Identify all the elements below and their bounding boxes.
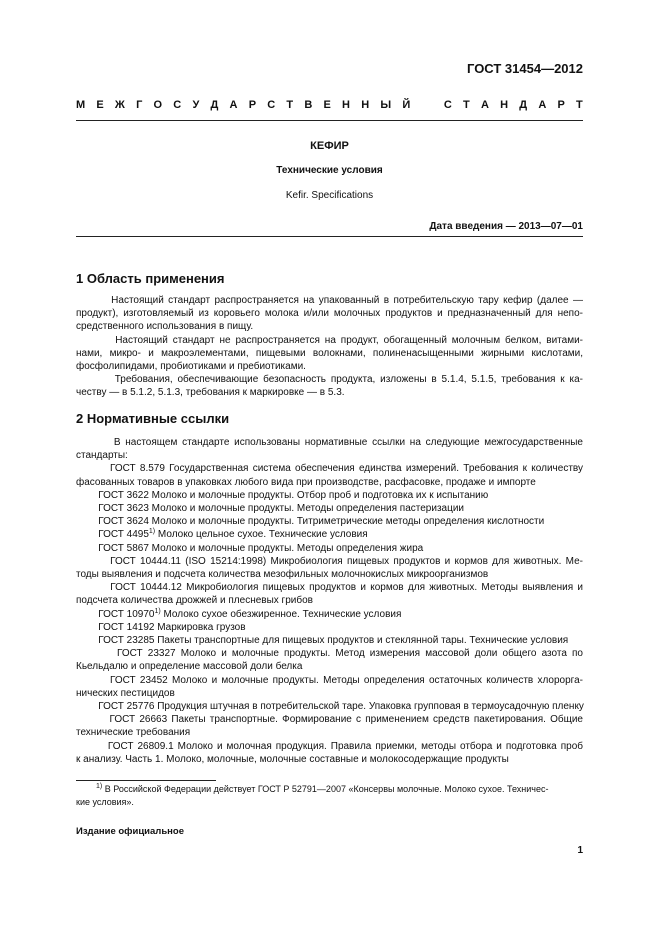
banner-letter: О [153,99,163,111]
interstate-standard-banner [76,99,583,111]
text-line [76,753,583,766]
text-line-content: ГОСТ 10970 [76,608,155,620]
text-line [76,449,583,462]
footnote-reference: 1) [148,528,156,536]
text-line [76,568,583,581]
text-line [76,462,583,475]
banner-letter: М [76,99,86,111]
text-line-content: ГОСТ 23285 Пакеты транспортные для пищевых продуктов и стеклянной тары. Технические условия [76,635,569,647]
banner-letter: А [480,99,489,111]
text-line-content: Настоящий стандарт не распространяется на продукт, обогащенный молочным белком, витами- [76,334,583,346]
text-line-content: Кьельдалю и определение массовой доли белка [76,661,303,673]
text-line-content: ГОСТ 5867 Молоко и молочные продукты. Методы определения жира [76,542,424,554]
banner-letter: Г [136,99,143,111]
banner-letter: У [192,99,200,111]
document-subtitle: Технические условия [276,165,383,176]
text-line [76,436,583,449]
banner-letter: Т [463,99,470,111]
text-line-content: ГОСТ 3622 Молоко и молочные продукты. Отбор проб и подготовка их к испытанию [76,489,489,501]
banner-letter: Р [248,99,257,111]
text-line-content: ГОСТ 10444.11 (ISO 15214:1998) Микробиология пищевых продуктов и кормов для животных. Ме- [76,555,583,567]
page-number: 1 [577,845,583,856]
footnote [76,783,583,808]
banner-letter: Р [557,99,565,111]
text-line-content: ГОСТ 4495 [76,529,149,541]
introduction-date: Дата введения — 2013—07—01 [429,221,583,232]
text-line [76,674,583,687]
banner-letter: Д [210,99,219,111]
section-1-body [76,294,583,400]
text-line-content: технические требования [76,727,191,739]
text-line-content: ГОСТ 3623 Молоко и молочные продукты. Методы определения пастеризации [76,503,464,515]
text-line [76,700,583,713]
banner-letter: В [304,99,313,111]
banner-letter: Т [576,99,583,111]
header-rule [76,120,583,121]
text-line [76,386,583,399]
text-line-rest: Молоко сухое обезжиренное. Технические условия [160,608,402,620]
text-line-content: ГОСТ 10444.12 Микробиология пищевых продуктов и кормов для животных. Методы выявления и [76,582,583,594]
text-line-content: стандарты: [76,450,128,462]
text-line [76,320,583,333]
banner-letter: С [267,99,276,111]
text-line-content: ГОСТ 25776 Продукция штучная в потребительской таре. Упаковка групповая в термоусадочную пленку [76,701,584,713]
section-1-heading: 1 Область применения [76,271,225,286]
date-rule [76,236,583,237]
footnote-text-line-2: кие условия». [76,796,134,807]
text-line-content: Настоящий стандарт распространяется на упакованный в потребительскую тару кефир (далее — [76,295,583,306]
text-line [76,542,583,555]
banner-letter: Е [96,99,104,111]
banner-letter: Н [500,99,509,111]
footnote-mark: 1) [96,783,103,790]
text-line [76,687,583,700]
text-line [76,307,583,320]
footnote-text-line-1: В Российской Федерации действует ГОСТ Р 52791—2007 «Консервы молочные. Молоко сухое. Техничес- [102,784,549,794]
text-line-rest: Молоко цельное сухое. Технические условия [155,529,368,541]
banner-letter: А [229,99,238,111]
edition-label: Издание официальное [76,826,184,837]
section-2-heading: 2 Нормативные ссылки [76,411,230,426]
text-line-content: фосфолипидами, пробиотиками и пребиотиками. [76,361,306,373]
banner-letter: А [538,99,547,111]
text-line-content: средственного использования в пищу. [76,321,254,333]
text-line [76,555,583,568]
section-2-body [76,436,583,766]
text-line [76,347,583,360]
text-line [76,373,583,386]
text-line-content: ГОСТ 14192 Маркировка грузов [76,621,246,633]
banner-letter: С [443,99,452,111]
banner-letter: Й [402,99,411,111]
banner-letter: Н [361,99,370,111]
text-line [76,660,583,673]
text-line-content: В настоящем стандарте использованы нормативные ссылки на следующие межгосударственные [76,437,583,448]
text-line [76,515,583,528]
text-line-content: ГОСТ 26809.1 Молоко и молочная продукция. Правила приемки, методы отбора и подготовка проб [76,740,583,752]
text-line [76,502,583,515]
text-line-content: Требования, обеспечивающие безопасность продукта, изложены в 5.1.4, 5.1.5, требования к ка- [76,374,583,386]
text-line [76,647,583,660]
text-line-content: подсчета количества дрожжей и плесневых грибов [76,595,313,607]
text-line-content: ГОСТ 3624 Молоко и молочные продукты. Титриметрические методы определения кислотности [76,516,545,528]
text-line [76,489,583,502]
text-line [76,581,583,594]
text-line [76,621,583,634]
text-line [76,360,583,373]
text-line-content: тоды выявления и подсчета количества мезофильных молочнокислых микроорганизмов [76,569,489,581]
banner-letter: Н [342,99,350,111]
banner-letter: Ж [114,99,125,111]
banner-letter: Ы [380,99,392,111]
text-line [76,608,583,621]
text-line [76,528,583,541]
text-line-content: к анализу. Часть 1. Молоко, молочные, молочные составные и молокосодержащие продукты [76,753,509,765]
standard-number: ГОСТ 31454—2012 [467,61,583,76]
banner-letter: Т [286,99,294,111]
text-line [76,726,583,739]
text-line-content: ГОСТ 23452 Молоко и молочные продукты. Методы определения остаточных количеств хлорорга- [76,674,583,686]
text-line-content: честву — в 5.1.2, 5.1.3, требования к маркировке — в 5.3. [76,387,345,399]
text-line [76,594,583,607]
banner-letter: Е [323,99,331,111]
text-line-content: фасованных товаров в упаковках любого вида при производстве, расфасовке, продаже и импорте [76,476,536,488]
text-line [76,334,583,347]
text-line-content: ГОСТ 23327 Молоко и молочные продукты. Метод измерения массовой доли общего азота по [76,648,583,660]
footnote-rule [76,780,216,781]
text-line [76,294,583,307]
text-line-content: нических пестицидов [76,687,175,699]
text-line-content: ГОСТ 8.579 Государственная система обеспечения единства измерений. Требования к количеству [76,463,583,475]
document-title: КЕФИР [310,140,349,152]
banner-letter: Д [519,99,528,111]
text-line [76,713,583,726]
text-line [76,634,583,647]
text-line-content: ГОСТ 26663 Пакеты транспортные. Формирование с применением средств пакетирования. Общие [76,714,583,726]
text-line-content: нами, микро- и макроэлементами, пищевыми волокнами, полиненасыщенными жирными кислотами, [76,347,583,359]
text-line [76,740,583,753]
text-line-content: продукт), изготовляемый из коровьего молока и/или молочных продуктов и предназначенный для непо- [76,308,583,320]
english-title: Kefir. Specifications [285,190,374,201]
footnote-reference: 1) [154,607,161,615]
text-line [76,476,583,489]
banner-letter: С [173,99,182,111]
